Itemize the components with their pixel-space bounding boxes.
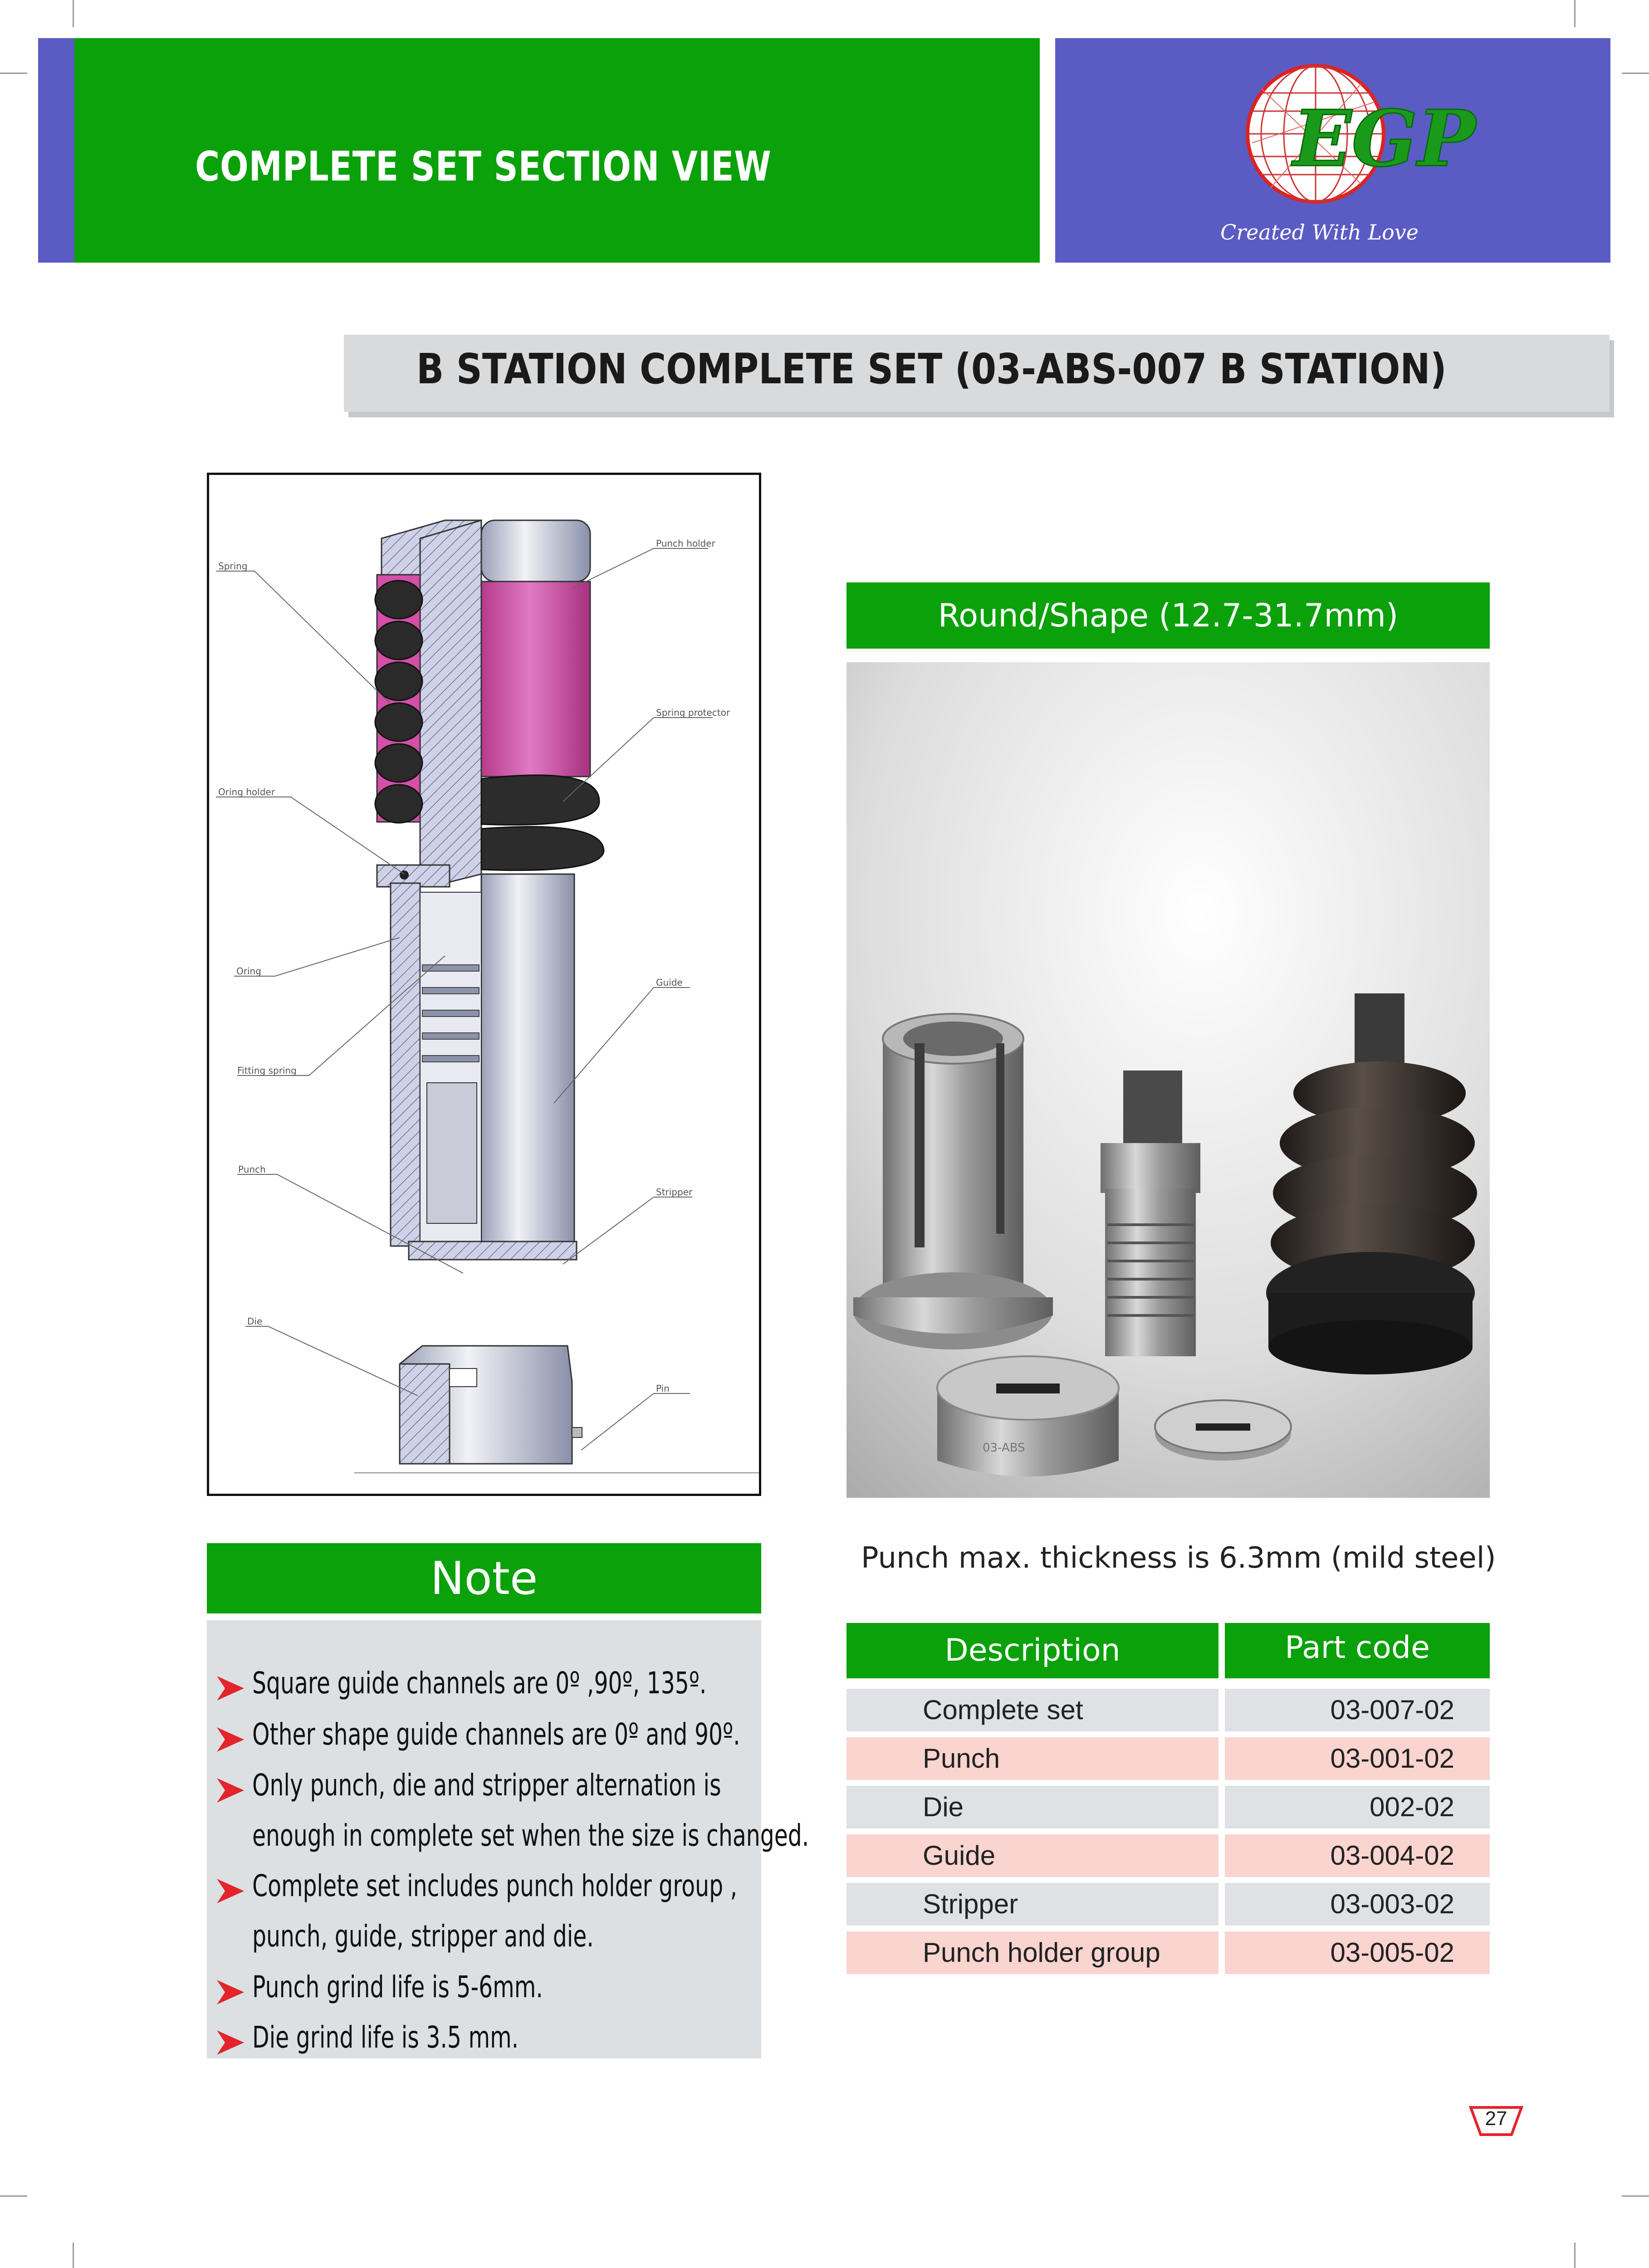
- punch-body: [427, 1083, 477, 1223]
- holder-body: [420, 520, 481, 883]
- section-title: B STATION COMPLETE SET (03-ABS-007 B STATION): [416, 345, 1447, 393]
- page-title: COMPLETE SET SECTION VIEW: [195, 143, 772, 191]
- label-spring-protector: Spring protector: [656, 707, 730, 718]
- punch-thickness-note: Punch max. thickness is 6.3mm (mild steel): [861, 1541, 1496, 1575]
- photo-guide: [853, 1014, 1053, 1349]
- note-line: Only punch, die and stripper alternation is: [252, 1768, 721, 1803]
- crop-mark: [1622, 73, 1649, 74]
- guide: [481, 874, 574, 1246]
- spring-protector: [481, 582, 590, 777]
- note-line: Square guide channels are 0º ,90º, 135º.: [252, 1666, 707, 1701]
- note-title: Note: [430, 1552, 538, 1605]
- svg-text:03-ABS: 03-ABS: [983, 1441, 1025, 1455]
- cell-part-code: 03-007-02: [1225, 1689, 1490, 1731]
- photo-stripper: [1155, 1400, 1291, 1461]
- table-row: [847, 1883, 1490, 1926]
- crop-mark: [1574, 2243, 1576, 2268]
- punch-holder-top: [481, 520, 590, 582]
- die-slot: [450, 1369, 477, 1387]
- table-row: [847, 1737, 1490, 1780]
- label-pin: Pin: [656, 1383, 670, 1394]
- photo-die: [937, 1356, 1119, 1476]
- bullet-arrow-icon: [217, 1727, 244, 1752]
- label-oring: Oring: [236, 966, 261, 977]
- cell-description: Stripper: [847, 1883, 1218, 1926]
- note-line: punch, guide, stripper and die.: [252, 1919, 594, 1954]
- note-line: enough in complete set when the size is changed.: [252, 1818, 809, 1853]
- header-accent-bar: [38, 38, 74, 263]
- crop-mark: [0, 2195, 27, 2197]
- egp-logo: [1225, 52, 1476, 215]
- section-view-svg: [209, 475, 759, 1494]
- label-punch: Punch: [238, 1164, 266, 1175]
- label-punch-holder: Punch holder: [656, 538, 715, 549]
- table-header-description: Description: [847, 1623, 1218, 1678]
- bullet-arrow-icon: [217, 1980, 244, 2004]
- note-line: Complete set includes punch holder group ,: [252, 1868, 738, 1903]
- cell-part-code: 03-001-02: [1225, 1737, 1490, 1780]
- cell-part-code: 002-02: [1225, 1786, 1490, 1828]
- page-number: 27: [1485, 2107, 1507, 2130]
- crop-mark: [1574, 0, 1576, 27]
- label-fitting-spring: Fitting spring: [237, 1065, 297, 1076]
- note-line: Die grind life is 3.5 mm.: [252, 2020, 519, 2055]
- guide-left-wall: [391, 883, 420, 1246]
- bullet-arrow-icon: [217, 1676, 244, 1701]
- table-row: [847, 1834, 1490, 1877]
- label-guide: Guide: [656, 977, 683, 988]
- cell-description: Complete set: [847, 1689, 1218, 1731]
- cell-description: Guide: [847, 1834, 1218, 1877]
- label-spring: Spring: [218, 561, 248, 572]
- label-die: Die: [247, 1316, 263, 1327]
- crop-mark: [1622, 2195, 1649, 2197]
- table-row: [847, 1931, 1490, 1974]
- cell-description: Die: [847, 1786, 1218, 1828]
- cell-description: Punch holder group: [847, 1931, 1218, 1974]
- bullet-arrow-icon: [217, 1778, 244, 1803]
- label-oring-holder: Oring holder: [218, 787, 275, 797]
- logo-tagline: Created With Love: [1220, 220, 1419, 244]
- stripper: [409, 1242, 577, 1260]
- cell-part-code: 03-005-02: [1225, 1931, 1490, 1974]
- spring-coils-right: [481, 775, 604, 870]
- pin: [572, 1427, 582, 1437]
- note-line: Punch grind life is 5-6mm.: [252, 1970, 543, 2004]
- cell-description: Punch: [847, 1737, 1218, 1780]
- label-stripper: Stripper: [656, 1187, 693, 1198]
- table-header-part-code: Part code: [1225, 1623, 1490, 1678]
- note-line: Other shape guide channels are 0º and 90º.: [252, 1717, 740, 1752]
- photo-header-title: Round/Shape (12.7-31.7mm): [938, 597, 1399, 634]
- table-row: [847, 1689, 1490, 1731]
- crop-mark: [0, 73, 27, 74]
- crop-mark: [73, 2243, 74, 2268]
- section-view-drawing: [207, 473, 761, 1496]
- svg-text:EGP: EGP: [1293, 93, 1476, 184]
- bullet-arrow-icon: [217, 2030, 244, 2055]
- cell-part-code: 03-003-02: [1225, 1883, 1490, 1926]
- table-row: [847, 1786, 1490, 1828]
- crop-mark: [73, 0, 74, 27]
- cell-part-code: 03-004-02: [1225, 1834, 1490, 1877]
- bullet-arrow-icon: [217, 1879, 244, 1903]
- product-photo: [847, 662, 1490, 1498]
- die-hatched: [400, 1364, 450, 1464]
